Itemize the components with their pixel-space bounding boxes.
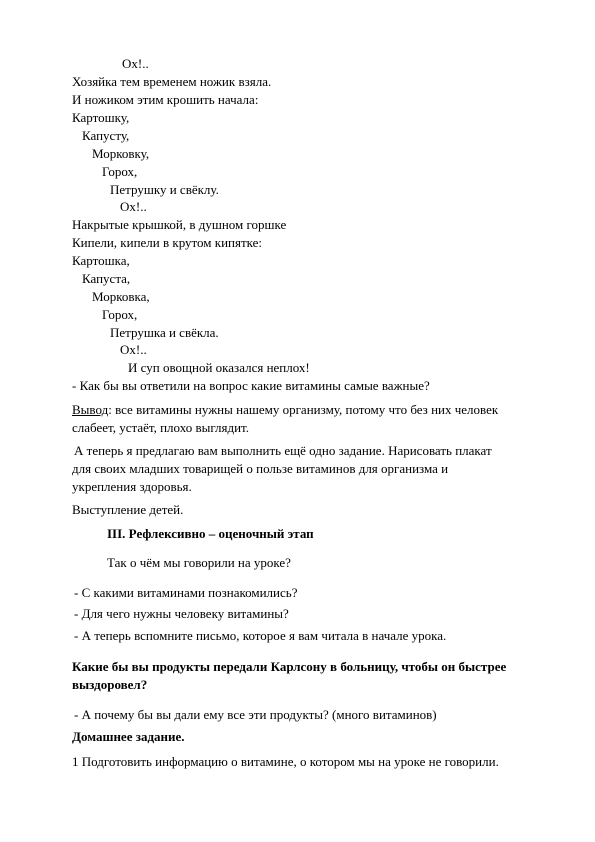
poem-line: Ох!..	[120, 342, 147, 357]
poem-line: Морковку,	[92, 146, 150, 161]
reflection-question: - А теперь вспомните письмо, которое я вам читала в начале урока.	[74, 628, 447, 643]
conclusion-paragraph	[72, 401, 498, 418]
section-heading: III. Рефлексивно – оценочный этап	[107, 526, 314, 541]
task-paragraph: А теперь я предлагаю вам выполнить ещё одно задание. Нарисовать плакат	[74, 443, 492, 458]
why-question: - А почему бы вы дали ему все эти продукты? (много витаминов)	[74, 707, 437, 722]
conclusion-text: : все витамины нужны нашему организму, потому что без них человек	[108, 402, 499, 417]
poem-line: И ножиком этим крошить начала:	[72, 92, 259, 107]
poem-line: Капуста,	[82, 271, 131, 286]
poem-line: Картошку,	[72, 110, 130, 125]
task-paragraph: для своих младших товарищей о пользе витаминов для организма и	[72, 461, 449, 476]
poem-line: Горох,	[102, 164, 138, 179]
reflection-question: Так о чём мы говорили на уроке?	[107, 555, 291, 570]
poem-line: Картошка,	[72, 253, 130, 268]
conclusion-text: слабеет, устаёт, плохо выглядит.	[72, 420, 249, 435]
homework-item: 1 Подготовить информацию о витамине, о котором мы на уроке не говорили.	[72, 754, 499, 769]
poem-line: Капусту,	[82, 128, 130, 143]
performance-text: Выступление детей.	[72, 502, 184, 517]
conclusion-label: Вывод	[72, 402, 109, 417]
reflection-question: - С какими витаминами познакомились?	[74, 585, 298, 600]
task-paragraph: укрепления здоровья.	[72, 479, 192, 494]
poem-line: Морковка,	[92, 289, 150, 304]
poem-line: Накрытые крышкой, в душном горшке	[72, 217, 287, 232]
question-paragraph: - Как бы вы ответили на вопрос какие витамины самые важные?	[72, 378, 430, 393]
reflection-question: - Для чего нужны человеку витамины?	[74, 606, 289, 621]
poem-line: Хозяйка тем временем ножик взяла.	[72, 74, 272, 89]
poem-line: Горох,	[102, 307, 138, 322]
poem-line: Петрушку и свёклу.	[110, 182, 219, 197]
bold-question: Какие бы вы продукты передали Карлсону в больницу, чтобы он быстрее	[72, 659, 507, 674]
poem-line: Кипели, кипели в крутом кипятке:	[72, 235, 263, 250]
poem-line: Петрушка и свёкла.	[110, 325, 219, 340]
poem-line: Ох!..	[122, 56, 149, 71]
homework-title: Домашнее задание.	[72, 729, 185, 744]
poem-line: И суп овощной оказался неплох!	[128, 360, 310, 375]
poem-line: Ох!..	[120, 199, 147, 214]
bold-question: выздоровел?	[72, 677, 148, 692]
